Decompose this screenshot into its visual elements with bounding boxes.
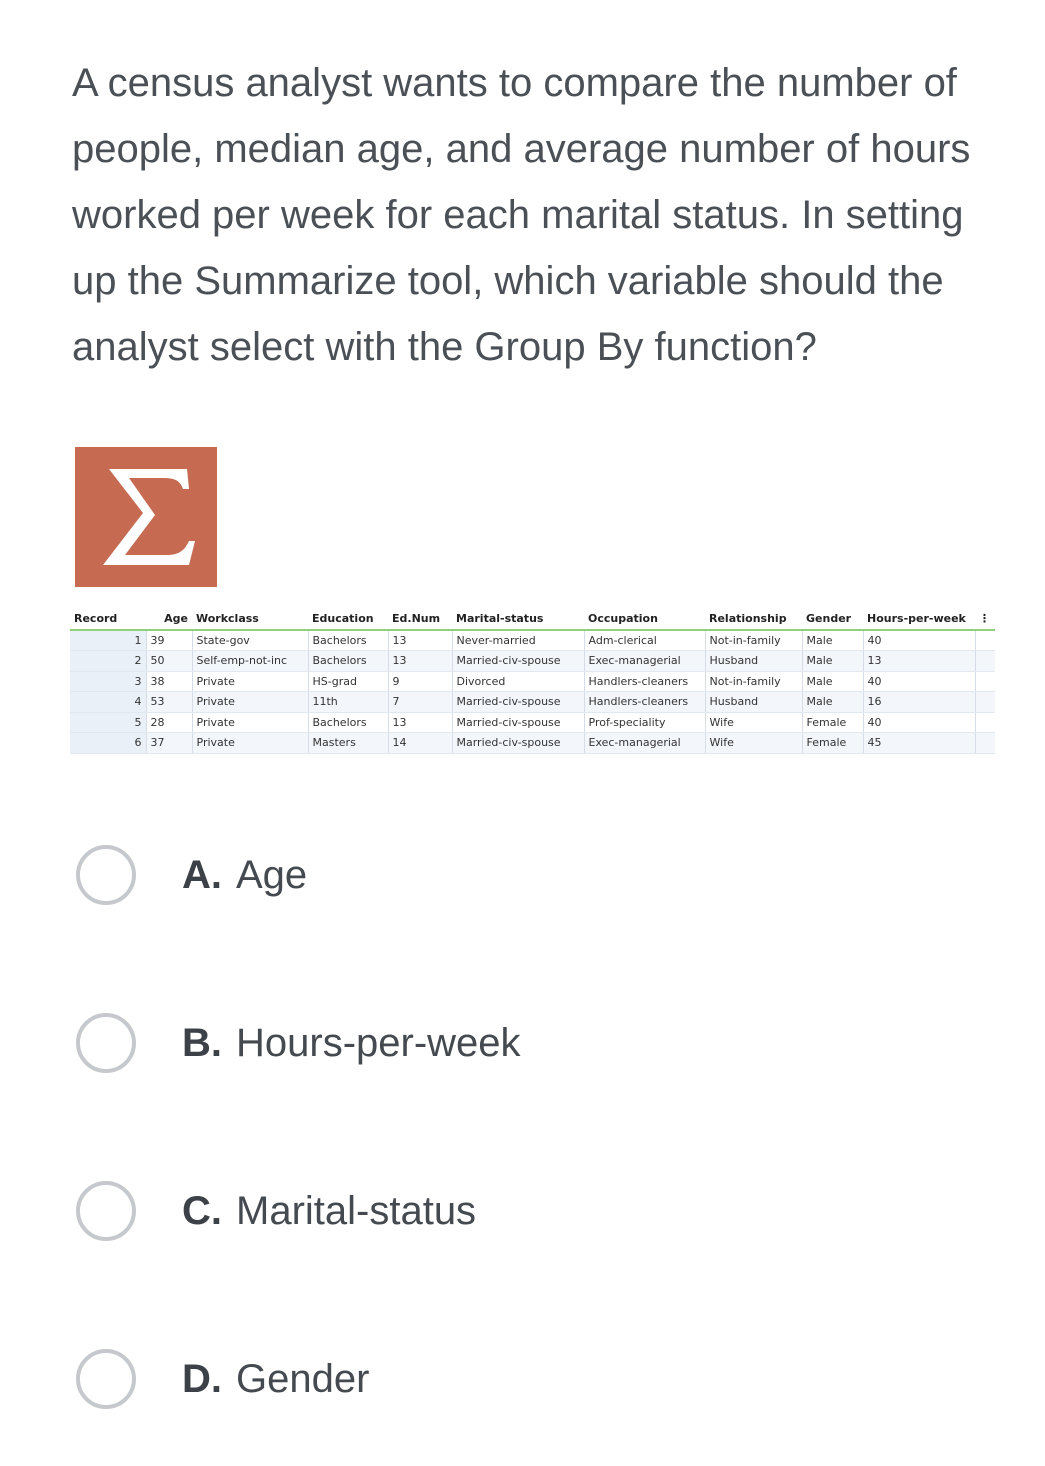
table-cell: Male: [802, 630, 863, 651]
column-header[interactable]: Hours-per-week: [863, 608, 975, 630]
table-cell: 13: [388, 712, 452, 733]
table-cell-filler: [975, 671, 995, 692]
option-label: Hours-per-week: [236, 1020, 521, 1065]
column-menu-icon[interactable]: ⋮: [975, 608, 995, 630]
table-cell: Exec-managerial: [584, 733, 705, 754]
table-cell: 28: [146, 712, 192, 733]
table-cell: Wife: [705, 712, 802, 733]
radio-button[interactable]: [76, 1349, 136, 1409]
table-row: [70, 692, 995, 713]
table-row: [70, 671, 995, 692]
column-header[interactable]: Workclass: [192, 608, 308, 630]
table-cell: 13: [863, 651, 975, 672]
record-number-cell: 5: [70, 712, 146, 733]
question-text: A census analyst wants to compare the number of people, median age, and average number of hours worked per week for each marital status. In setting up the Summarize tool, which variable should the analyst select with the Group By function?: [72, 61, 971, 369]
table-cell: 9: [388, 671, 452, 692]
table-cell: Divorced: [452, 671, 584, 692]
table-cell: 45: [863, 733, 975, 754]
option-label: Age: [236, 852, 308, 897]
table-cell: Private: [192, 671, 308, 692]
table-cell: Never-married: [452, 630, 584, 651]
table-cell: 38: [146, 671, 192, 692]
data-table: [70, 608, 995, 752]
option-label: Marital-status: [236, 1188, 477, 1233]
table-cell: 16: [863, 692, 975, 713]
table-cell-filler: [975, 630, 995, 651]
table-cell-filler: [975, 651, 995, 672]
record-number-cell: 4: [70, 692, 146, 713]
radio-button[interactable]: [76, 845, 136, 905]
column-header[interactable]: Occupation: [584, 608, 705, 630]
sigma-icon: [75, 447, 217, 587]
option-letter: A.: [182, 852, 222, 897]
radio-button[interactable]: [76, 1013, 136, 1073]
column-header[interactable]: Marital-status: [452, 608, 584, 630]
table-cell: Male: [802, 692, 863, 713]
table-cell: Private: [192, 712, 308, 733]
table-cell: Bachelors: [308, 651, 388, 672]
table-cell: 40: [863, 712, 975, 733]
table-cell-filler: [975, 692, 995, 713]
record-number-cell: 3: [70, 671, 146, 692]
table-cell: 53: [146, 692, 192, 713]
table-row: [70, 651, 995, 672]
table-cell: 40: [863, 630, 975, 651]
column-header[interactable]: Relationship: [705, 608, 802, 630]
record-number-cell: 6: [70, 733, 146, 754]
table-cell: Prof-speciality: [584, 712, 705, 733]
table-cell: 13: [388, 630, 452, 651]
table-cell: 13: [388, 651, 452, 672]
column-header[interactable]: Age: [146, 608, 192, 630]
table-cell: Adm-clerical: [584, 630, 705, 651]
table-header-row: [70, 608, 995, 630]
table-cell: 50: [146, 651, 192, 672]
table-cell: Married-civ-spouse: [452, 651, 584, 672]
table-cell: Private: [192, 692, 308, 713]
option-a[interactable]: [76, 843, 976, 907]
column-header[interactable]: Education: [308, 608, 388, 630]
table-cell: Not-in-family: [705, 671, 802, 692]
table-cell-filler: [975, 733, 995, 754]
table-cell: Female: [802, 733, 863, 754]
table-cell: Exec-managerial: [584, 651, 705, 672]
option-c[interactable]: [76, 1179, 976, 1243]
table-cell: 7: [388, 692, 452, 713]
table-cell: Married-civ-spouse: [452, 692, 584, 713]
record-number-cell: 1: [70, 630, 146, 651]
table-cell: Not-in-family: [705, 630, 802, 651]
table-cell: Married-civ-spouse: [452, 712, 584, 733]
table-cell: Handlers-cleaners: [584, 692, 705, 713]
table-cell: 37: [146, 733, 192, 754]
table-cell: Bachelors: [308, 712, 388, 733]
table-cell: Married-civ-spouse: [452, 733, 584, 754]
table-cell: Private: [192, 733, 308, 754]
column-header[interactable]: Gender: [802, 608, 863, 630]
table-cell: Wife: [705, 733, 802, 754]
table-cell: 14: [388, 733, 452, 754]
option-d[interactable]: [76, 1347, 976, 1411]
table-row: [70, 630, 995, 651]
record-number-cell: 2: [70, 651, 146, 672]
table-cell: Husband: [705, 692, 802, 713]
table-cell: State-gov: [192, 630, 308, 651]
table-cell: Masters: [308, 733, 388, 754]
option-letter: D.: [182, 1356, 222, 1401]
option-label: Gender: [236, 1356, 370, 1401]
column-header[interactable]: Record: [70, 608, 146, 630]
table-cell: Self-emp-not-inc: [192, 651, 308, 672]
table-cell: Female: [802, 712, 863, 733]
table-cell: Handlers-cleaners: [584, 671, 705, 692]
table-cell: Bachelors: [308, 630, 388, 651]
table-row: [70, 712, 995, 733]
radio-button[interactable]: [76, 1181, 136, 1241]
table-cell: Husband: [705, 651, 802, 672]
table-cell: 40: [863, 671, 975, 692]
table-cell-filler: [975, 712, 995, 733]
table-row: [70, 733, 995, 754]
option-letter: B.: [182, 1020, 222, 1065]
table-cell: 39: [146, 630, 192, 651]
table-cell: 11th: [308, 692, 388, 713]
option-b[interactable]: [76, 1011, 976, 1075]
column-header[interactable]: Ed.Num: [388, 608, 452, 630]
table-cell: HS-grad: [308, 671, 388, 692]
table-cell: Male: [802, 651, 863, 672]
option-letter: C.: [182, 1188, 222, 1233]
table-cell: Male: [802, 671, 863, 692]
